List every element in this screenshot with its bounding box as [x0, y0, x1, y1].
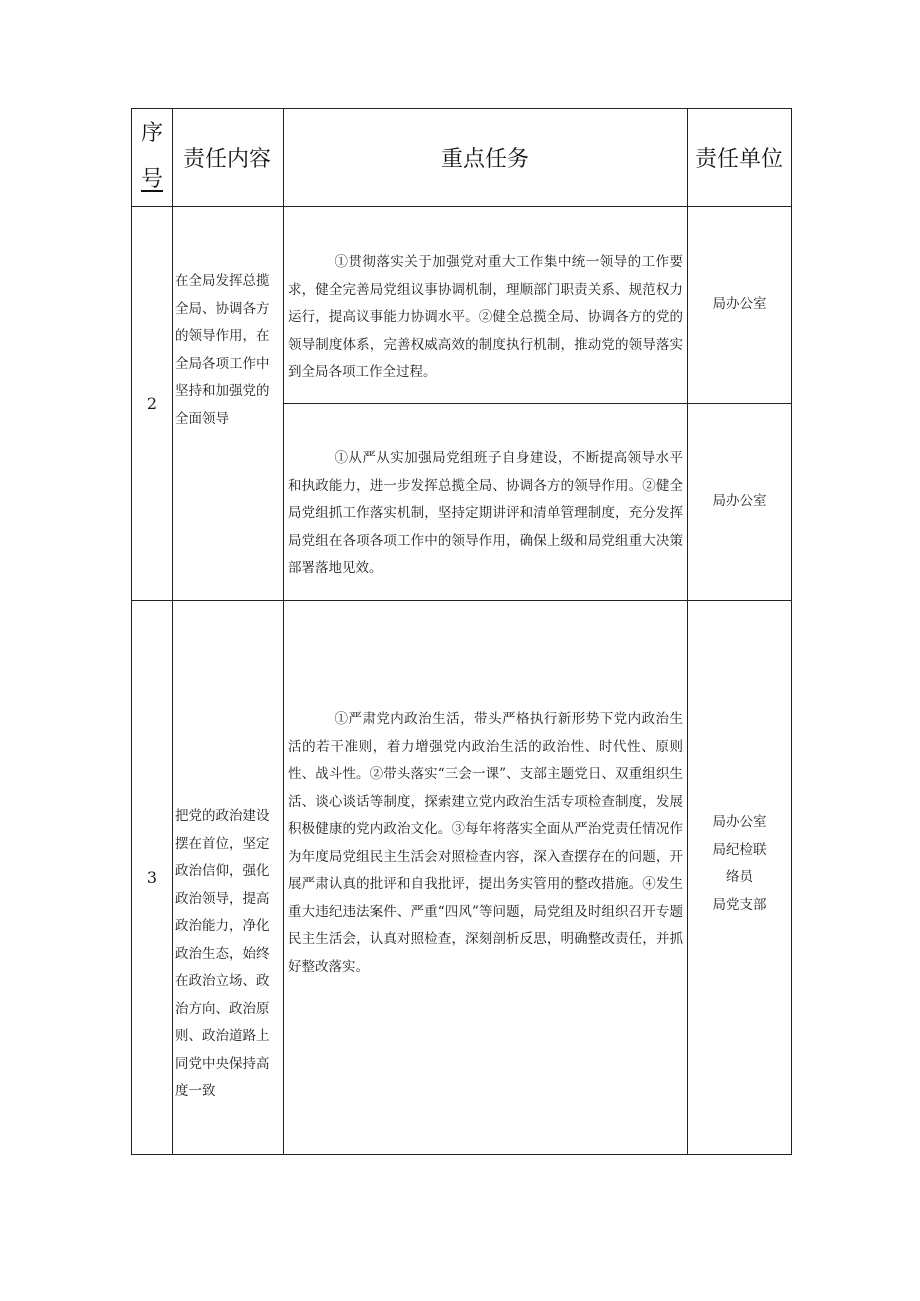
- header-responsibility: 责任内容: [182, 146, 271, 172]
- unit-list: [688, 809, 791, 919]
- unit-text: 局党支部: [712, 896, 767, 913]
- responsibility-text: 把党的政治建设摆在首位，坚定政治信仰，强化政治领导，提高政治能力，净化政治生态，始终在政治立场、政治方向、政治原则、政治道路上同党中央保持高度一致: [175, 808, 270, 1099]
- task-text: [284, 445, 687, 583]
- row-number: 2: [146, 393, 158, 413]
- header-bottom-rule: [131, 206, 792, 207]
- unit-text: 局办公室: [712, 814, 767, 830]
- responsibility-text: 在全局发挥总揽全局、协调各方的领导作用，在全局各项工作中坚持和加强党的全面领导: [175, 273, 270, 427]
- header-seq: [132, 108, 172, 206]
- task-text: [284, 249, 687, 387]
- header-seq-line1: 序: [140, 121, 163, 146]
- row-divider: [131, 600, 792, 601]
- unit-text: 局办公室: [712, 493, 767, 509]
- task-text-body: ①贯彻落实关于加强党对重大工作集中统一领导的工作要求，健全完善局党组议事协调机制，理顺部门职责关系、规范权力运行，提高议事能力协调水平。②健全总揽全局、协调各方的党的领导制度体系，完善权威高效的制度执行机制，推动党的领导落实到全局各项工作全过程。: [288, 254, 683, 380]
- unit-text: 络员: [726, 869, 753, 885]
- header-unit: 责任单位: [694, 146, 783, 172]
- task-text-body: ①严肃党内政治生活，带头严格执行新形势下党内政治生活的若干准则，着力增强党内政治生活的政治性、时代性、原则性、战斗性。②带头落实“三会一课”、支部主题党日、双重组织生活、谈心谈话等制度，探索建立党内政治生活专项检查制度，发展积极健康的党内政治文化。③每年将落实全面从严治党责任情况作为年度局党组民主生活会对照检查内容，深入查摆存在的问题，开展严肃认真的批评和自我批评，提出务实管用的整改措施。④发生重大违纪违法案件、严重“四风”等问题，局党组及时组织召开专题民主生活会，认真对照检查，深刻剖析反思，明确整改责任，并抓好整改落实。: [288, 711, 683, 975]
- header-seq-line2: 号: [140, 167, 163, 192]
- row2-inner-rule: [283, 403, 792, 404]
- table-border-bottom: [131, 1154, 792, 1155]
- row-number: 3: [146, 867, 158, 887]
- task-text-body: ①从严从实加强局党组班子自身建设，不断提高领导水平和执政能力，进一步发挥总揽全局、协调各方的领导作用。②健全局党组抓工作落实机制，坚持定期讲评和清单管理制度，充分发挥局党组在各项各项工作中的领导作用，确保上级和局党组重大决策部署落地见效。: [288, 450, 683, 576]
- table-border-right: [791, 108, 792, 1155]
- header-key-tasks: 重点任务: [440, 146, 529, 172]
- unit-text: 局纪检联: [712, 841, 767, 858]
- unit-text: 局办公室: [712, 296, 767, 312]
- col-divider-3: [687, 108, 688, 1155]
- task-text: [284, 706, 687, 981]
